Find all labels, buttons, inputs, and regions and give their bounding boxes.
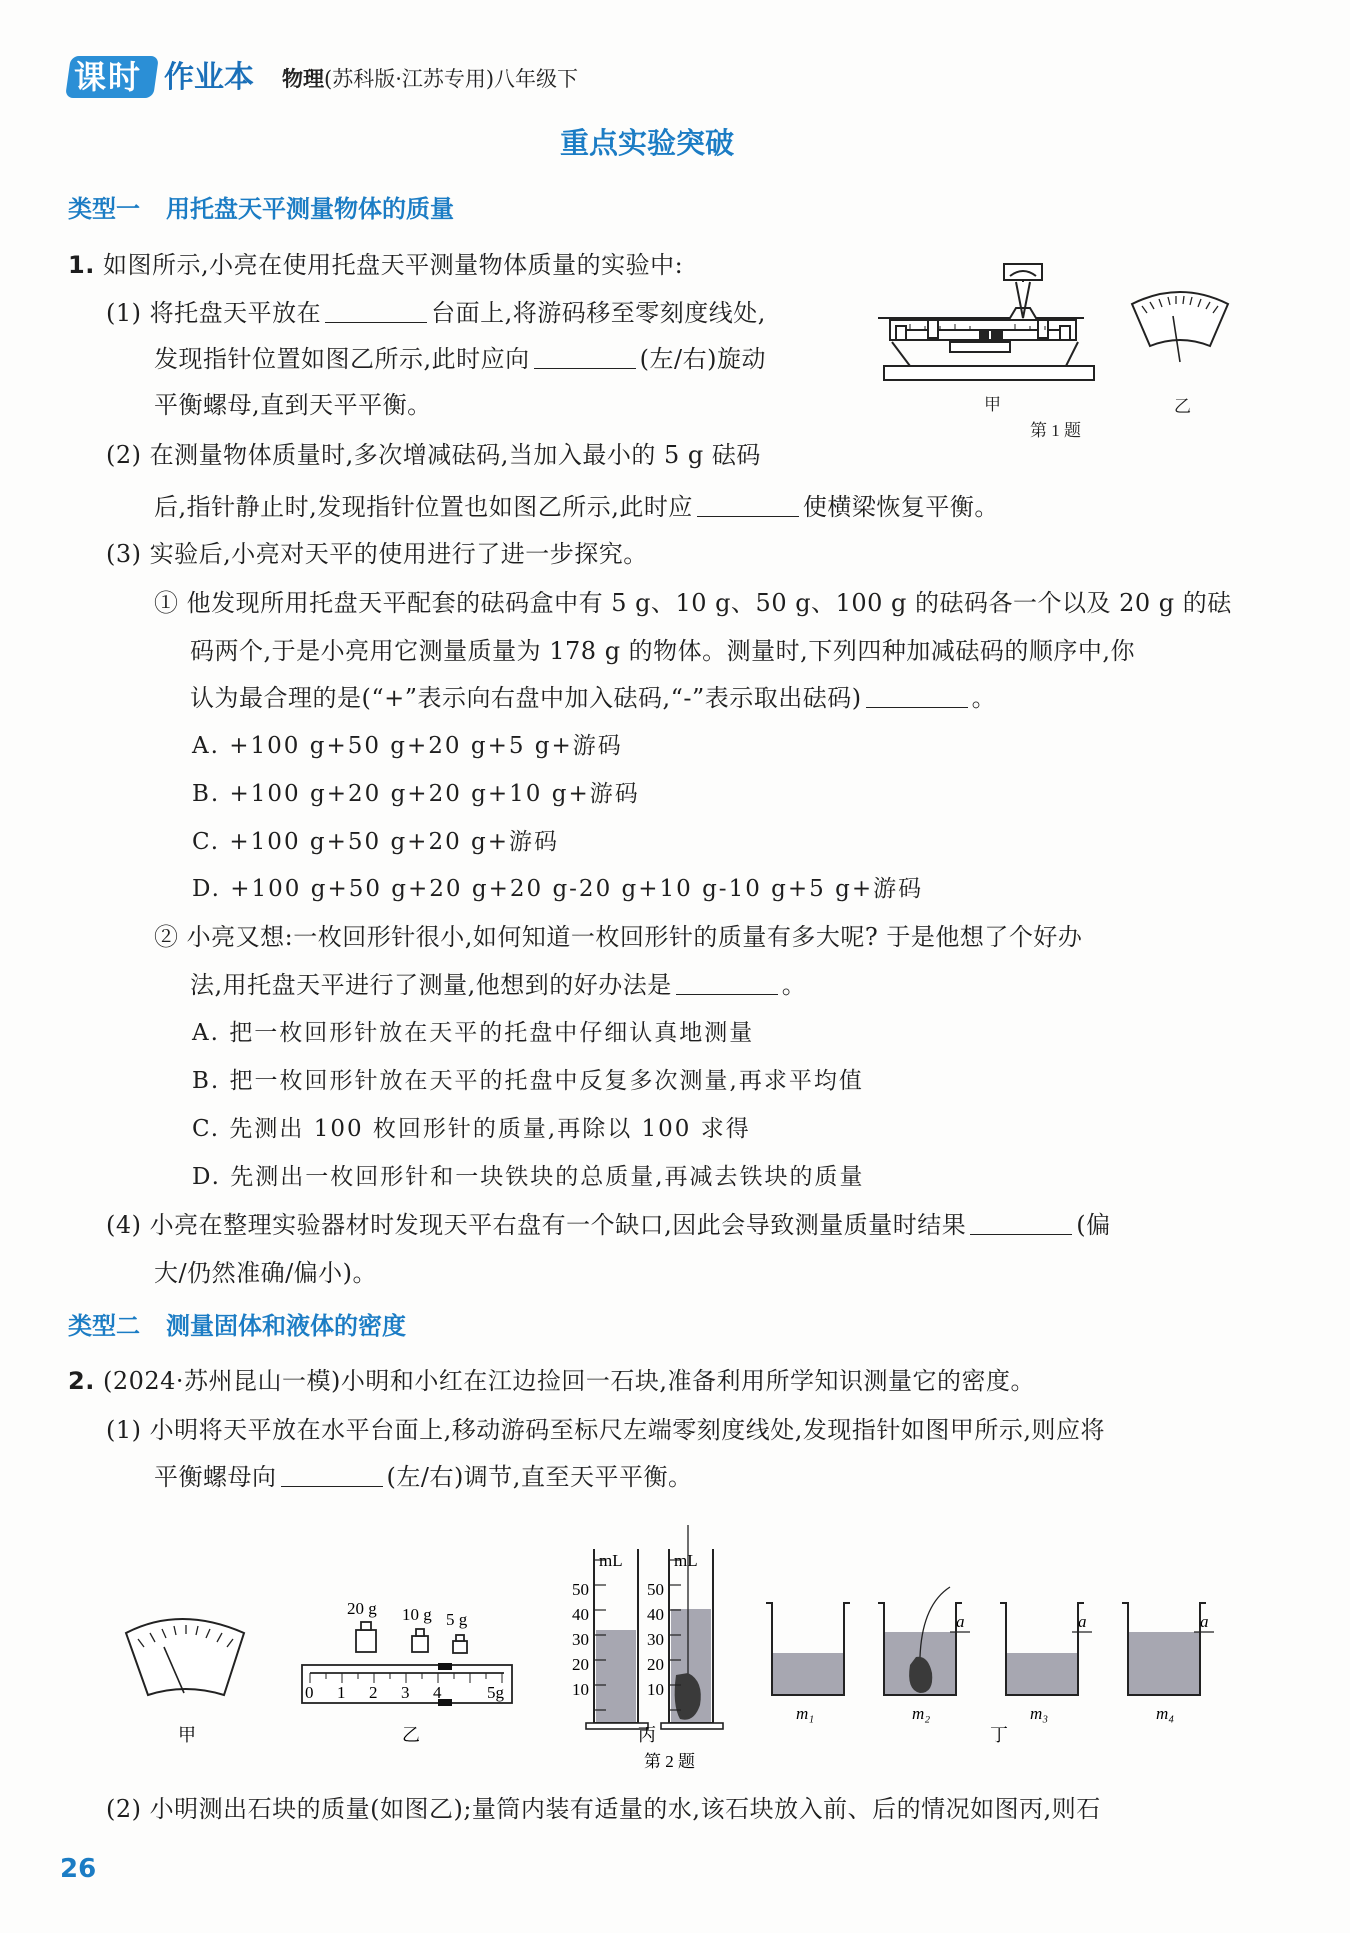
cylinder-tick: 20	[647, 1655, 664, 1674]
cylinder-tick: 10	[572, 1680, 589, 1699]
cylinder-tick: 40	[647, 1605, 664, 1624]
header-subject-rest: (苏科版·江苏专用)八年级下	[324, 67, 579, 91]
q2-p1-line2	[154, 1462, 692, 1492]
q2-p2: (2) 小明测出石块的质量(如图乙);量筒内装有适量的水,该石块放入前、后的情况如图丙,则石	[106, 1795, 1101, 1823]
text-seg: 后,指针静止时,发现指针位置也如图乙所示,此时应	[154, 493, 693, 521]
q1-s2-line2	[190, 970, 806, 1000]
text-seg: (1) 将托盘天平放在	[106, 299, 322, 327]
figure-2	[120, 1505, 1260, 1771]
header-subject	[282, 64, 578, 94]
q1-p3: (3) 实验后,小亮对天平的使用进行了进一步探究。	[106, 540, 648, 568]
text-seg: 发现指针位置如图乙所示,此时应向	[154, 345, 530, 373]
header-book-title: 作业本	[164, 60, 254, 95]
fig1-label-jia: 甲	[984, 395, 1001, 414]
text-seg: (4) 小亮在整理实验器材时发现天平右盘有一个缺口,因此会导致测量质量时结果	[106, 1211, 967, 1239]
q1-stem-text: 如图所示,小亮在使用托盘天平测量物体质量的实验中:	[102, 251, 684, 279]
fig1-label-yi: 乙	[1174, 397, 1191, 416]
fig2-label-jia: 甲	[178, 1725, 196, 1745]
q1-p1-line3: 平衡螺母,直到天平平衡。	[154, 391, 432, 419]
cylinder-tick: 50	[647, 1580, 664, 1599]
q2-stem	[68, 1366, 1035, 1396]
pointer-dial-jia	[126, 1619, 244, 1695]
header-logo-text: 课时	[74, 58, 143, 96]
q1-s1-option-b: B. +100 g+20 g+20 g+10 g+游码	[192, 781, 640, 807]
text-seg: 法,用托盘天平进行了测量,他想到的好办法是	[190, 971, 672, 999]
q2-stem-text: (2024·苏州昆山一模)小明和小红在江边捡回一石块,准备利用所学知识测量它的密度。	[102, 1367, 1036, 1395]
page-number: 26	[60, 1854, 97, 1884]
q1-p4-line1	[106, 1210, 1111, 1240]
type-label: 类型一	[68, 195, 140, 223]
cylinder-unit: mL	[674, 1551, 698, 1570]
mass-label: m₂	[912, 1704, 931, 1723]
text-seg: 。	[971, 684, 997, 712]
q1-s2-option-b: B. 把一枚回形针放在天平的托盘中反复多次测量,再求平均值	[192, 1068, 864, 1094]
type-heading	[68, 193, 454, 225]
q1-s1-line3	[190, 683, 996, 713]
ruler-tick: 5g	[487, 1683, 504, 1702]
answer-blank[interactable]	[697, 494, 799, 517]
q1-s2-option-d: D. 先测出一枚回形针和一块铁块的总质量,再减去铁块的质量	[192, 1164, 865, 1190]
cylinder-tick: 50	[572, 1580, 589, 1599]
text-seg: 。	[781, 971, 807, 999]
weight-label: 10 g	[402, 1605, 432, 1624]
pointer-dial-yi	[1132, 292, 1228, 346]
water-mark-label: a	[1078, 1612, 1087, 1631]
q1-p1-line1	[106, 298, 766, 328]
answer-blank[interactable]	[325, 300, 427, 323]
header-subject-bold: 物理	[282, 67, 324, 91]
q1-s1-option-c: C. +100 g+50 g+20 g+游码	[192, 829, 560, 855]
q1-number: 1.	[68, 251, 95, 279]
balance-jia	[878, 264, 1094, 380]
text-seg: 台面上,将游码移至零刻度线处,	[431, 299, 766, 327]
q1-s1-option-a: A. +100 g+50 g+20 g+5 g+游码	[192, 733, 623, 759]
cylinder-tick: 40	[572, 1605, 589, 1624]
mass-label: m₄	[1156, 1704, 1175, 1723]
mass-label: m₁	[796, 1704, 815, 1723]
q1-p2-line2	[154, 492, 999, 522]
measuring-cylinder-before	[586, 1549, 648, 1729]
text-seg: 平衡螺母向	[154, 1463, 277, 1491]
ruler-tick: 1	[337, 1683, 346, 1702]
text-seg: (左/右)旋动	[639, 345, 766, 373]
type-title: 用托盘天平测量物体的质量	[166, 195, 454, 223]
q1-p4-line2: 大/仍然准确/偏小)。	[154, 1259, 378, 1287]
ruler-tick: 2	[369, 1683, 378, 1702]
cylinder-tick: 10	[647, 1680, 664, 1699]
q1-s2-option-a: A. 把一枚回形针放在天平的托盘中仔细认真地测量	[192, 1020, 755, 1046]
q1-s1-line2: 码两个,于是小亮用它测量质量为 178 g 的物体。测量时,下列四种加减砝码的顺序中,你	[190, 637, 1135, 665]
cylinder-tick: 30	[572, 1630, 589, 1649]
q1-s1-line1: ① 他发现所用托盘天平配套的砝码盒中有 5 g、10 g、50 g、100 g 的砝码各一个以及 20 g 的砝	[154, 589, 1232, 617]
answer-blank[interactable]	[970, 1212, 1072, 1235]
type-heading	[68, 1310, 406, 1342]
fig2-label-yi: 乙	[402, 1725, 420, 1745]
q1-stem	[68, 250, 683, 280]
cylinder-unit: mL	[599, 1551, 623, 1570]
text-seg: (偏	[1076, 1211, 1111, 1239]
type-label: 类型二	[68, 1312, 140, 1340]
q1-p2-line1: (2) 在测量物体质量时,多次增减砝码,当加入最小的 5 g 砝码	[106, 441, 761, 469]
beaker-m2	[878, 1587, 970, 1695]
text-seg: 使横梁恢复平衡。	[802, 493, 999, 521]
q1-s2-option-c: C. 先测出 100 枚回形针的质量,再除以 100 求得	[192, 1116, 751, 1142]
answer-blank[interactable]	[534, 346, 636, 369]
mass-label: m₃	[1030, 1704, 1049, 1723]
q1-p1-line2	[154, 344, 766, 374]
water-mark-label: a	[1200, 1612, 1209, 1631]
q2-number: 2.	[68, 1367, 95, 1395]
ruler-tick: 4	[433, 1683, 442, 1702]
ruler-tick: 0	[305, 1683, 314, 1702]
water-mark-label: a	[956, 1612, 965, 1631]
cylinder-tick: 30	[647, 1630, 664, 1649]
beaker-m1	[766, 1603, 850, 1695]
cylinder-tick: 20	[572, 1655, 589, 1674]
fig2-caption: 第 2 题	[644, 1752, 695, 1771]
answer-blank[interactable]	[281, 1464, 383, 1487]
q1-s2-line1: ② 小亮又想:一枚回形针很小,如何知道一枚回形针的质量有多大呢? 于是他想了个好办	[154, 923, 1083, 951]
ruler-tick: 3	[401, 1683, 410, 1702]
answer-blank[interactable]	[866, 685, 968, 708]
answer-blank[interactable]	[676, 972, 778, 995]
weight-label: 5 g	[446, 1610, 468, 1629]
fig2-label-ding: 丁	[990, 1725, 1008, 1745]
fig2-label-bing: 丙	[638, 1725, 656, 1745]
weight-label: 20 g	[347, 1599, 377, 1618]
fig1-caption: 第 1 题	[1030, 421, 1081, 440]
q2-p1-line1: (1) 小明将天平放在水平台面上,移动游码至标尺左端零刻度线处,发现指针如图甲所示,则应将	[106, 1416, 1106, 1444]
q1-s1-option-d: D. +100 g+50 g+20 g+20 g-20 g+10 g-10 g+5 g+游码	[192, 876, 924, 902]
text-seg: (左/右)调节,直至天平平衡。	[386, 1463, 693, 1491]
type-title: 测量固体和液体的密度	[166, 1312, 406, 1340]
section-title: 重点实验突破	[560, 126, 735, 160]
text-seg: 认为最合理的是(“+”表示向右盘中加入砝码,“-”表示取出砝码)	[190, 684, 862, 712]
